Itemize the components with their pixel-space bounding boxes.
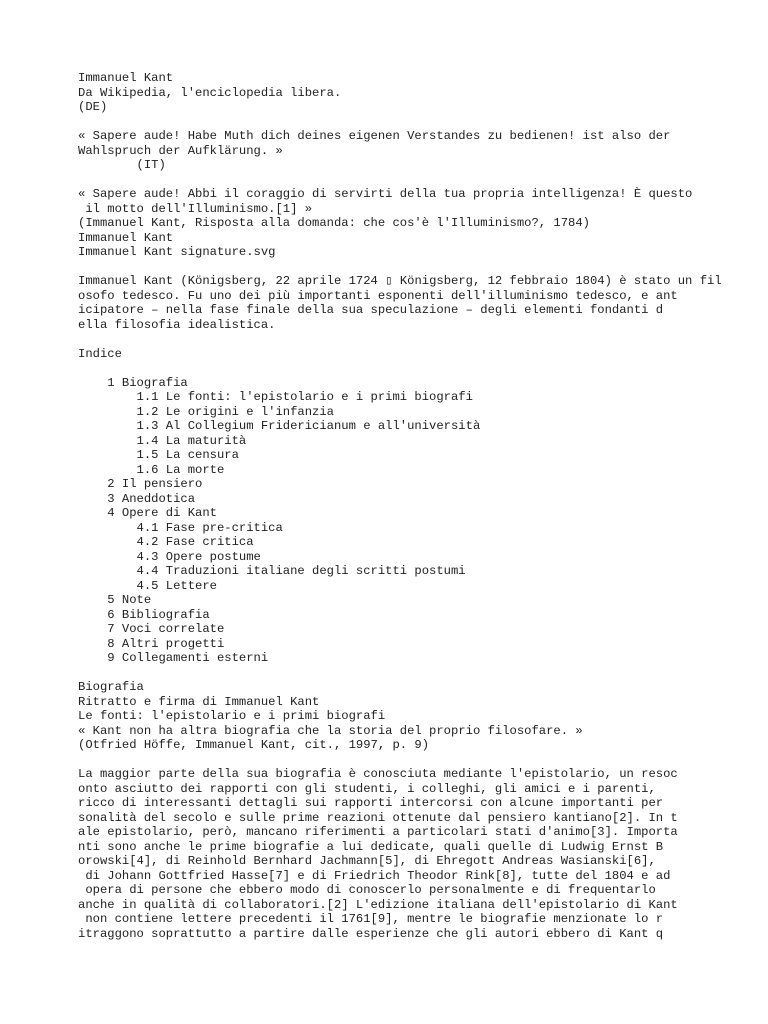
text-line: 3 Aneddotica — [78, 491, 196, 506]
text-line: 1.2 Le origini e l'infanzia — [78, 404, 334, 419]
text-line: 4.5 Lettere — [78, 578, 217, 593]
text-line: Immanuel Kant — [78, 71, 174, 85]
text-line: anche in qualità di collaboratori.[2] L'edizione italiana dell'epistolario di Kant — [78, 897, 678, 912]
text-line: 1.6 La morte — [78, 462, 225, 477]
text-line: Immanuel Kant signature.svg — [78, 245, 276, 259]
text-line: (Otfried Höffe, Immanuel Kant, cit., 1997, p. 9) — [78, 738, 430, 752]
text-line: Da Wikipedia, l'enciclopedia libera. — [78, 85, 342, 100]
text-line: Indice — [78, 346, 122, 361]
text-line: (DE) — [78, 100, 108, 114]
document-text — [78, 71, 758, 941]
text-line: 1 Biografia — [78, 375, 188, 390]
text-line: 1.3 Al Collegium Fridericianum e all'università — [78, 419, 481, 433]
text-line: onto asciutto dei rapporti con gli studenti, i colleghi, gli amici e i parenti, — [78, 781, 656, 796]
text-line: sonalità del secolo e sulle prime reazioni ottenute dal pensiero kantiano[2]. In t — [78, 810, 678, 825]
text-line: 4.4 Traduzioni italiane degli scritti postumi — [78, 564, 466, 578]
text-line: nti sono anche le prime biografie a lui dedicate, quali quelle di Ludwig Ernst B — [78, 839, 664, 854]
text-line: ella filosofia idealistica. — [78, 317, 276, 332]
text-line — [78, 753, 758, 768]
text-line: 4.2 Fase critica — [78, 535, 254, 549]
text-line — [78, 115, 758, 130]
text-line: 6 Bibliografia — [78, 607, 210, 622]
text-line: 1.5 La censura — [78, 448, 239, 462]
text-line: Ritratto e firma di Immanuel Kant — [78, 694, 320, 709]
text-line — [78, 260, 758, 275]
text-line: ale epistolario, però, mancano riferimenti a particolari stati d'animo[3]. Importa — [78, 825, 678, 839]
text-line: 7 Voci correlate — [78, 622, 225, 636]
text-line: « Kant non ha altra biografia che la storia del proprio filosofare. » — [78, 723, 583, 738]
text-line: di Johann Gottfried Hasse[7] e di Friedrich Theodor Rink[8], tutte del 1804 e ad — [78, 868, 671, 883]
text-line: 2 Il pensiero — [78, 477, 203, 491]
text-line: (IT) — [78, 158, 166, 172]
text-line: non contiene lettere precedenti il 1761[9], mentre le biografie menzionate lo r — [78, 912, 664, 926]
text-line: ricco di interessanti dettagli sui rapporti intercorsi con alcune importanti per — [78, 796, 664, 810]
text-line: orowski[4], di Reinhold Bernhard Jachmann[5], di Ehregott Andreas Wasianski[6], — [78, 854, 656, 868]
text-line: opera di persone che ebbero modo di conoscerlo personalmente e di frequentarlo — [78, 883, 656, 897]
text-line: il motto dell'Illuminismo.[1] » — [78, 201, 313, 216]
text-line — [78, 666, 758, 681]
text-line: 5 Note — [78, 593, 152, 607]
text-line: Biografia — [78, 680, 144, 694]
text-line: La maggior parte della sua biografia è conosciuta mediante l'epistolario, un resoc — [78, 767, 678, 781]
text-line: Immanuel Kant — [78, 230, 174, 245]
text-line: « Sapere aude! Habe Muth dich deines eigenen Verstandes zu bedienen! ist also der — [78, 129, 671, 143]
text-line: 4.1 Fase pre-critica — [78, 520, 283, 535]
text-line: Wahlspruch der Aufklärung. » — [78, 143, 283, 158]
text-line: itraggono soprattutto a partire dalle esperienze che gli autori ebbero di Kant q — [78, 926, 664, 941]
text-line: Immanuel Kant (Königsberg, 22 aprile 1724 ▯ Königsberg, 12 febbraio 1804) è stato un fil — [78, 274, 722, 288]
text-line: 4.3 Opere postume — [78, 549, 261, 564]
text-line: osofo tedesco. Fu uno dei più importanti esponenti dell'illuminismo tedesco, e ant — [78, 288, 678, 303]
text-line: Le fonti: l'epistolario e i primi biografi — [78, 709, 386, 723]
text-line — [78, 173, 758, 188]
text-line: 4 Opere di Kant — [78, 506, 217, 520]
text-line: (Immanuel Kant, Risposta alla domanda: che cos'è l'Illuminismo?, 1784) — [78, 216, 590, 230]
text-line: 8 Altri progetti — [78, 636, 225, 651]
text-line: 9 Collegamenti esterni — [78, 651, 269, 665]
text-line — [78, 361, 758, 376]
text-line — [78, 332, 758, 347]
text-line: icipatore – nella fase finale della sua speculazione – degli elementi fondanti d — [78, 303, 664, 317]
text-line: 1.1 Le fonti: l'epistolario e i primi biografi — [78, 390, 473, 404]
text-line: « Sapere aude! Abbi il coraggio di servirti della tua propria intelligenza! È questo — [78, 187, 693, 201]
text-line: 1.4 La maturità — [78, 433, 247, 448]
